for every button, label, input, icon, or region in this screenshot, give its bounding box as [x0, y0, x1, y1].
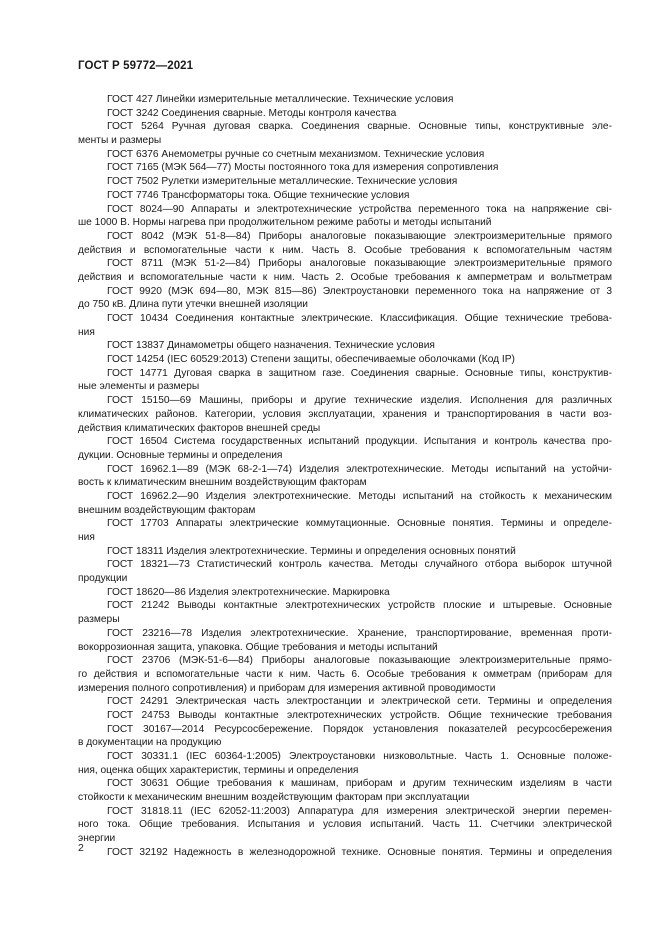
text-line: ные элементы и размеры — [78, 381, 200, 393]
text-line: ГОСТ 30331.1 (IEC 60364-1:2005) Электроустановки низковольтные. Часть 1. Основные положе- — [107, 751, 612, 762]
text-line: ГОСТ 18311 Изделия электротехнические. Термины и определения основных понятий — [107, 545, 516, 557]
text-line: ГОСТ 6376 Анемометры ручные со счетным механизмом. Технические условия — [107, 148, 485, 160]
text-line: ГОСТ 10434 Соединения контактные электрические. Классификация. Общие технические требова- — [107, 313, 612, 324]
text-line: ГОСТ 7502 Рулетки измерительные металлические. Технические условия — [107, 176, 458, 188]
text-line: ГОСТ 24753 Выводы контактные электротехнических устройств. Общие технические требования — [107, 709, 612, 721]
text-line: ГОСТ 8024—90 Аппараты и электротехнические устройства переменного тока на напряжение сві- — [107, 203, 612, 215]
text-line: энергии — [78, 833, 116, 845]
text-line: климатических районов. Категории, условия эксплуатации, хранения и транспортирования в части воз- — [78, 408, 612, 420]
text-line: ГОСТ 23216—78 Изделия электротехнические. Хранение, транспортирование, временная проти- — [107, 627, 612, 639]
text-line: ного тока. Общие требования. Испытания и условия испытаний. Часть 11. Счетчики электрической — [78, 819, 612, 831]
text-line: ГОСТ 8042 (МЭК 51-8—84) Приборы аналоговые показывающие электроизмерительные прямого — [107, 230, 612, 242]
text-line: действия климатических факторов внешней среды — [78, 422, 321, 434]
text-line: ГОСТ 15150—69 Машины, приборы и другие технические изделия. Исполнения для различных — [107, 395, 612, 407]
text-line: ния, оценка общих характеристик, термины и определения — [78, 764, 359, 776]
text-line: ГОСТ 7165 (МЭК 564—77) Мосты постоянного тока для измерения сопротивления — [107, 162, 499, 174]
text-line: ГОСТ 21242 Выводы контактные электротехнических устройств плоские и штыревые. Основные — [107, 600, 612, 612]
text-line: ГОСТ 14254 (IEC 60529:2013) Степени защиты, обеспечиваемые оболочками (Код IP) — [107, 354, 515, 366]
text-line: ГОСТ 427 Линейки измерительные металлические. Технические условия — [107, 94, 454, 105]
text-line: ния — [78, 532, 95, 543]
text-line: до 750 кВ. Длина пути утечки внешней изоляции — [78, 299, 308, 311]
page-number: 2 — [78, 842, 84, 854]
text-line: ГОСТ 17703 Аппараты электрические коммутационные. Основные понятия. Термины и определе- — [107, 518, 612, 530]
text-line: ГОСТ 32192 Надежность в железнодорожной технике. Основные понятия. Термины и определения — [107, 846, 612, 858]
text-line: ГОСТ 3242 Соединения сварные. Методы контроля качества — [107, 107, 397, 119]
text-line: в документации на продукцию — [78, 737, 222, 749]
text-line: ГОСТ 9920 (МЭК 694—80, МЭК 815—86) Электроустановки переменного тока на напряжение от 3 — [107, 285, 612, 297]
text-line: ГОСТ 14771 Дуговая сварка в защитном газе. Соединения сварные. Основные типы, конструктив- — [107, 367, 612, 379]
text-line: измерения полного сопротивления) и приборам для измерения активной проводимости — [78, 682, 496, 694]
text-line: ГОСТ 31818.11 (IEC 62052-11:2003) Аппаратура для измерения электрической энергии перемен- — [107, 805, 612, 817]
text-line: вость к климатическим внешним воздействующим факторам — [78, 477, 367, 489]
text-line: ГОСТ 18321—73 Статистический контроль качества. Методы случайного отбора выборок штучной — [107, 559, 612, 571]
text-line: ГОСТ 16962.1—89 (МЭК 68-2-1—74) Изделия электротехнические. Методы испытаний на устойчи- — [107, 463, 612, 475]
text-line: вокоррозионная защита, упаковка. Общие требования и методы испытаний — [78, 641, 438, 653]
text-line: ГОСТ 7746 Трансформаторы тока. Общие технические условия — [107, 189, 410, 201]
text-line: ГОСТ 23706 (МЭК-51-6—84) Приборы аналоговые показывающие электроизмерительные прямо- — [107, 655, 612, 667]
text-line: ГОСТ 16962.2—90 Изделия электротехнические. Методы испытаний на стойкость к механическим — [107, 490, 612, 502]
text-line: действия и вспомогательные части к ним. Часть 2. Особые требования к амперметрам и вольтметрам — [78, 271, 612, 283]
page-header-standard: ГОСТ Р 59772—2021 — [78, 60, 194, 72]
text-line: го действия и вспомогательные части к ним. Часть 6. Особые требования к омметрам (приборам для — [78, 668, 612, 680]
text-line: ГОСТ 30167—2014 Ресурсосбережение. Порядок установления показателей ресурсосбережения — [107, 723, 612, 735]
text-line: действия и вспомогательные части к ним. Часть 8. Особые требования к вспомогательным частям — [78, 244, 612, 256]
text-line: ГОСТ 8711 (МЭК 51-2—84) Приборы аналоговые показывающие электроизмерительные прямого — [107, 258, 612, 270]
text-line: ния — [78, 326, 95, 338]
text-line: размеры — [78, 614, 120, 626]
text-line: ше 1000 В. Нормы нагрева при продолжительном режиме работы и методы испытаний — [78, 217, 492, 229]
text-line: ГОСТ 30631 Общие требования к машинам, приборам и другим техническим изделиям в части — [107, 778, 612, 790]
text-line: ГОСТ 5264 Ручная дуговая сварка. Соединения сварные. Основные типы, конструктивные эле- — [107, 121, 612, 133]
text-line: ГОСТ 16504 Система государственных испытаний продукции. Испытания и контроль качества про- — [107, 436, 612, 448]
text-line: ГОСТ 18620—86 Изделия электротехнические. Маркировка — [107, 586, 390, 598]
text-line: ГОСТ 24291 Электрическая часть электростанции и электрической сети. Термины и определения — [107, 696, 612, 708]
text-line: менты и размеры — [78, 135, 162, 147]
text-line: продукции — [78, 573, 128, 585]
text-line: внешним воздействующим факторам — [78, 504, 256, 516]
normative-references-list — [78, 93, 612, 860]
text-line: стойкости к механическим внешним воздействующим факторам при эксплуатации — [78, 792, 470, 804]
text-line: дукции. Основные термины и определения — [78, 449, 283, 461]
text-line: ГОСТ 13837 Динамометры общего назначения. Технические условия — [107, 340, 435, 352]
